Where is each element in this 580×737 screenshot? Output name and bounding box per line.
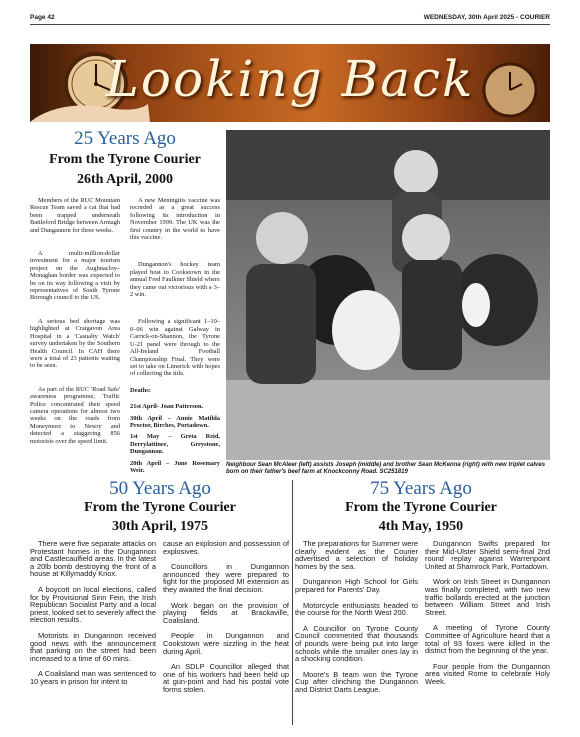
news-item: Dungannon High School for Girls prepared for Parents' Day. [295, 577, 418, 594]
section-heading-50: 50 Years Ago [109, 478, 211, 499]
news-item: A multi-million-dollar investment for a major tourism project on the Aughnacloy–Monaghan border was expected to be on its way following a visit by representatives of South Tyrone Borough council to the US. [30, 250, 120, 302]
news-item: A boycott on local elections, called for by Provisional Sinn Fein, the Irish Republican Socialist Party and a local priest, looked set to severely affect the election results. [30, 584, 156, 625]
news-item: Members of the RUC Mountain Rescue Team saved a cat that had been trapped underneath Battleford Bridge between Armagh and Dungannon for three weeks. [30, 197, 120, 234]
deaths-heading: Deaths: [130, 386, 151, 394]
news-item: Moore's B team won the Tyrone Cup after clinching the Dungannon and District Darts League. [295, 669, 418, 694]
column-75-right [425, 540, 550, 694]
news-item: A Coalisland man was sentenced to 10 years in prison for intent to [30, 669, 156, 686]
news-item: A Councillor on Tyrone County Council commented that thousands of pounds were being put into large schools while the smaller ones lay in a shocking condition. [295, 623, 418, 664]
news-item: An SDLP Councillor alleged that one of his workers had been held up at gun-point and had his postal vote forms stolen. [163, 662, 289, 694]
death-notice: 21st April- Joan Patterson. [130, 403, 204, 411]
news-item: As part of the RUC 'Road Safe' awareness programme, Traffic Police concentrated their speed camera operations for almost two weeks on the roads from Moneymore to Newry and detected a staggering 856 motorists over the speed limit. [30, 385, 120, 445]
photo-image [226, 130, 550, 460]
page-number: Page 42 [30, 14, 55, 21]
news-item: There were five separate attacks on Protestant homes in the Dungannon and Castlecaulfield areas. In the latest a 20lb bomb destroying the front of a house at Killymaddy Knox. [30, 539, 156, 579]
news-item: Dungannon's hockey team played host to Cookstown in the annual Fred Faulkner Shield where they came out victorious with a 3–2 win. [130, 261, 220, 299]
death-notice: 30th April – Annie Matilda Proctor, Birches, Portadown. [130, 414, 220, 429]
date-line: WEDNESDAY, 30th April 2025 - COURIER [423, 14, 550, 21]
news-item: A meeting of Tyrone County Committee of Agriculture heard that a total of 93 foxes were killed in the district from the beginning of the year. [425, 623, 550, 656]
death-notice: 1st May – Greta Reid, Derrylattinee, Greystone, Dungannon. [130, 433, 220, 456]
section-heading-75: 75 Years Ago [370, 478, 472, 499]
news-item: Following a significant 1–10–0–06 win against Galway in Carrick-on-Shannon, the Tyrone U-21 panel were through to the All-Ireland Football Championship Final. They were set to take on Limerick with hopes of collecting the title. [130, 318, 220, 378]
news-item: Motorists in Dungannon received good news with the announcement that parking on the street had been increased to a time of 60 mins. [30, 630, 156, 663]
news-item: Councillors in Dungannon announced they were prepared to fight for the proposed MI extension as they awaited the final decision. [163, 562, 289, 594]
section-source-25: From the Tyrone Courier [49, 152, 201, 167]
photo-boys-with-calves [226, 130, 550, 460]
column-50-left [30, 540, 156, 694]
news-item: Motorcycle enthusiasts headed to the course for the North West 200. [295, 600, 418, 618]
column-50-right [163, 540, 289, 702]
section-source-75: From the Tyrone Courier [345, 500, 497, 515]
header-rule [30, 24, 550, 25]
death-notice: 20th April – June Rosemary Weir. [130, 459, 220, 474]
section-date-50: 30th April, 1975 [111, 519, 209, 534]
section-source-50: From the Tyrone Courier [84, 500, 236, 515]
news-item: Dungannon Swifts prepared for their Mid-Ulster Shield semi-final 2nd round replay against Warrenpoint United at Shamrock Park, Portadown. [425, 539, 550, 571]
news-item: Four people from the Dungannon area visited Rome to celebrate Holy Week. [425, 661, 550, 686]
news-item: A new Meningitis vaccine was recorded as a great success following its introduction in November 1999. The UK was the first country in the world to have this vaccine. [130, 197, 220, 242]
column-divider [292, 480, 293, 725]
section-date-75: 4th May, 1950 [378, 519, 464, 534]
section-heading-25: 25 Years Ago [74, 128, 176, 149]
news-item: Work on Irish Street in Dungannon was finally completed, with two new traffic bollards erected at the junction between William Street and Irish Street. [425, 577, 550, 617]
news-item: A serious bed shortage was highlighted at Craigavon Area Hospital in a 'Casualty Watch' survey undertaken by the Southern Health Council. In CAH there were a total of 23 patients waiting to be seen. [30, 317, 120, 370]
column-25-left [30, 197, 120, 453]
photo-caption: Neighbour Sean McAleer (left) assists Joseph (middle) and brother Sean McKenna (right) with new triplet calves born on their father's beef farm at Knockconny Road. SC251819 [226, 462, 546, 475]
news-item: The preparations for Summer were clearly evident as the Courier advertised a selection of holiday homes by the sea. [295, 539, 418, 571]
news-item: People in Dungannon and Cookstown were sizzling in the heat during April. [163, 631, 289, 656]
news-item: cause an explosion and possession of explosives. [163, 539, 289, 556]
news-item: Work began on the provision of playing fields at Brackaville, Coalisland. [163, 600, 289, 625]
looking-back-banner [30, 44, 550, 122]
column-25-right [130, 197, 220, 478]
banner-title: Looking Back [105, 50, 475, 108]
section-date-25: 26th April, 2000 [76, 172, 174, 187]
column-75-left [295, 540, 418, 702]
